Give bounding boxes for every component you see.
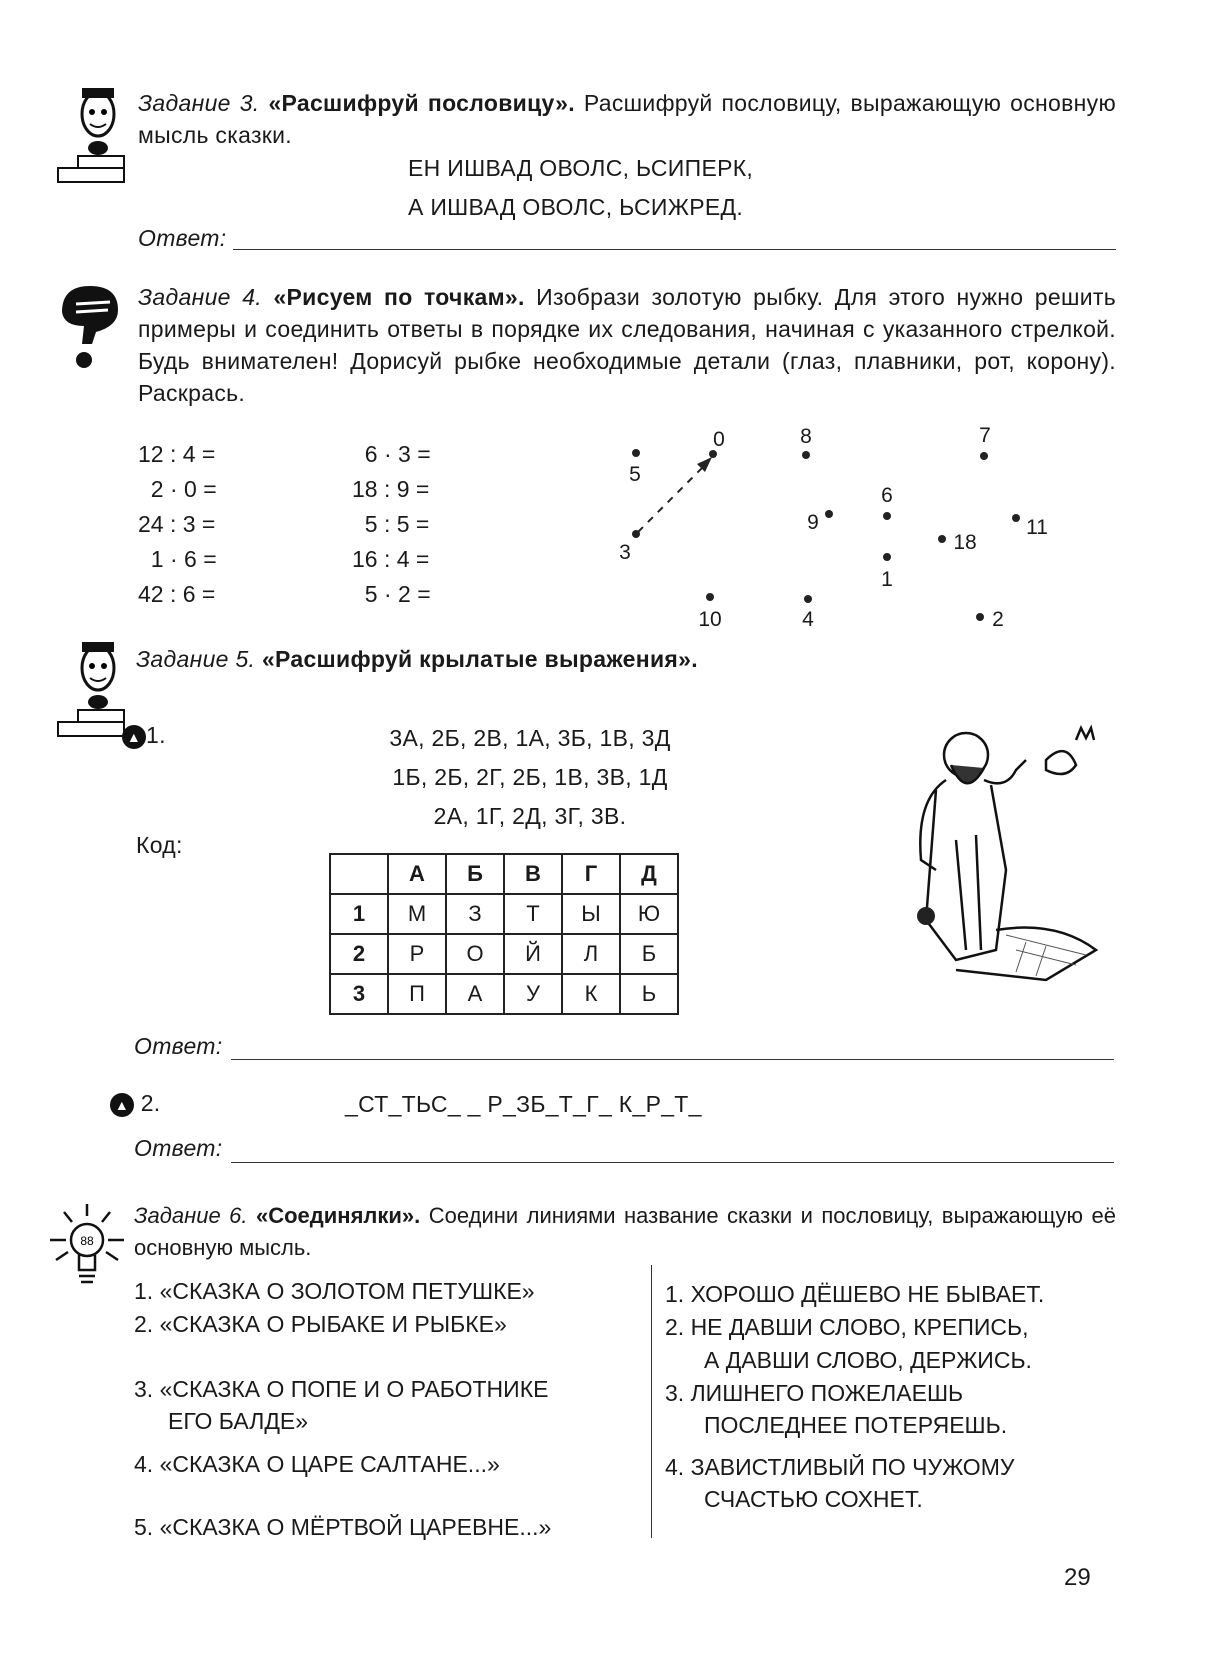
table-row (330, 934, 678, 974)
code-line: 3А, 2Б, 2В, 1А, 3Б, 1В, 3Д (389, 725, 671, 751)
dot-label: 7 (979, 424, 991, 447)
table-cell: К (562, 974, 620, 1014)
task4-title: «Рисуем по точкам». (273, 284, 525, 310)
reader-mascot-icon (54, 640, 128, 740)
task4-label: Задание 4. (138, 284, 262, 310)
table-cell: А (446, 974, 504, 1014)
proverb-item[interactable]: 4. ЗАВИСТЛИВЫЙ ПО ЧУЖОМУ (665, 1454, 1015, 1480)
tale-item[interactable]: 4. «СКАЗКА О ЦАРЕ САЛТАНЕ...» (134, 1451, 500, 1477)
table-cell: Р (388, 934, 446, 974)
table-cell: А (388, 854, 446, 894)
column-divider (651, 1265, 652, 1538)
table-cell: М (388, 894, 446, 934)
dot-label: 0 (713, 428, 725, 451)
task6-description (134, 1200, 1116, 1264)
table-cell (330, 854, 388, 894)
dot-label: 3 (619, 541, 631, 564)
code-label: Код: (136, 832, 183, 858)
proverb-item-continued: А ДАВШИ СЛОВО, ДЕРЖИСЬ. (704, 1347, 1032, 1373)
task3-title: «Расшифруй пословицу». (268, 90, 575, 116)
dot-label: 2 (992, 608, 1004, 631)
tale-item-continued: ЕГО БАЛДЕ» (168, 1408, 309, 1434)
table-cell: Г (562, 854, 620, 894)
task6-text: Соедини линиями название сказки и пословицу, выражающую её основную мысль. (134, 1203, 1116, 1260)
task5-title: «Расшифруй крылатые выражения». (261, 646, 698, 672)
task3-text: Расшифруй пословицу, выражающую основную мысль сказки. (138, 90, 1116, 148)
task5-answer1-label: Ответ: (134, 1033, 223, 1059)
cipher-line-1: ЕН ИШВАД ОВОЛС, ЬСИПЕРК, (408, 155, 754, 181)
lightbulb-idea-icon (46, 1200, 128, 1292)
example: 16 : 4 = (352, 546, 430, 572)
table-cell: Й (504, 934, 562, 974)
item2-number: 2. (140, 1090, 161, 1116)
start-arrow-icon (0, 0, 1220, 700)
dot-point[interactable] (802, 451, 810, 459)
table-cell: Ы (562, 894, 620, 934)
dot-label: 18 (953, 531, 977, 554)
code-line: 2А, 1Г, 2Д, 3Г, 3В. (433, 803, 627, 829)
example: 42 : 6 = (138, 581, 216, 607)
dot-point[interactable] (938, 535, 946, 543)
table-cell: Ю (620, 894, 678, 934)
cipher-line-2: А ИШВАД ОВОЛС, ЬСИЖРЕД. (408, 194, 744, 220)
proverb-item-continued: СЧАСТЬЮ СОХНЕТ. (704, 1486, 923, 1512)
code-line: 1Б, 2Б, 2Г, 2Б, 1В, 3В, 1Д (392, 764, 668, 790)
item2-marker (110, 1087, 161, 1119)
svg-text:88: 88 (80, 1234, 94, 1248)
table-cell: Д (620, 854, 678, 894)
tale-item[interactable]: 5. «СКАЗКА О МЁРТВОЙ ЦАРЕВНЕ...» (134, 1514, 552, 1540)
task5-answer2-label: Ответ: (134, 1135, 223, 1161)
dot-label: 11 (1026, 516, 1048, 539)
tale-item[interactable]: 2. «СКАЗКА О РЫБАКЕ И РЫБКЕ» (134, 1311, 507, 1337)
code-lines (330, 719, 730, 836)
dot-label: 10 (698, 608, 722, 631)
dot-label: 6 (881, 484, 893, 507)
dot-label: 1 (881, 568, 893, 591)
dot-label: 9 (807, 511, 819, 534)
table-cell: В (504, 854, 562, 894)
table-cell: 2 (330, 934, 388, 974)
example: 5 · 2 = (352, 581, 431, 607)
dot-point[interactable] (632, 530, 640, 538)
table-cell: Б (446, 854, 504, 894)
table-cell: Б (620, 934, 678, 974)
task3-label: Задание 3. (138, 90, 260, 116)
code-table (329, 853, 679, 1015)
table-row (330, 894, 678, 934)
task5-label: Задание 5. (136, 646, 256, 672)
proverb-item[interactable]: 1. ХОРОШО ДЁШЕВО НЕ БЫВАЕТ. (665, 1281, 1045, 1307)
proverb-item[interactable]: 3. ЛИШНЕГО ПОЖЕЛАЕШЬ (665, 1380, 964, 1406)
table-header-row (330, 854, 678, 894)
example: 12 : 4 = (138, 441, 216, 467)
difficulty-icon: ▲ (122, 725, 146, 749)
tale-item[interactable]: 3. «СКАЗКА О ПОПЕ И О РАБОТНИКЕ (134, 1376, 549, 1402)
table-cell: О (446, 934, 504, 974)
table-cell: П (388, 974, 446, 1014)
dot-label: 5 (629, 463, 641, 486)
example: 1 · 6 = (138, 546, 217, 572)
example: 6 · 3 = (352, 441, 431, 467)
table-row (330, 974, 678, 1014)
task4-text: Изобрази золотую рыбку. Для этого нужно решить примеры и соединить ответы в порядке их следования, начиная с указанного стрелкой. Будь внимателен! Дорисуй рыбке необходимые детали (глаз, плавники, рот, корону). Раскрась. (138, 284, 1116, 406)
table-cell: З (446, 894, 504, 934)
example: 18 : 9 = (352, 476, 430, 502)
dot-label: 4 (802, 608, 814, 631)
item1-number: 1. (146, 722, 166, 748)
example: 2 · 0 = (138, 476, 217, 502)
dot-point[interactable] (1012, 514, 1020, 522)
dot-point[interactable] (825, 510, 833, 518)
table-cell: Т (504, 894, 562, 934)
table-cell: Л (562, 934, 620, 974)
item1-marker (122, 719, 166, 751)
task5-answer2-line[interactable] (231, 1162, 1114, 1163)
dot-point[interactable] (883, 512, 891, 520)
proverb-item[interactable]: 2. НЕ ДАВШИ СЛОВО, КРЕПИСЬ, (665, 1314, 1029, 1340)
dot-point[interactable] (804, 595, 812, 603)
task3-answer-label: Ответ: (138, 225, 227, 251)
fisherman-illustration (896, 720, 1111, 992)
table-cell: Ь (620, 974, 678, 1014)
dot-label: 8 (800, 425, 812, 448)
task5-heading (136, 643, 698, 675)
table-cell: 1 (330, 894, 388, 934)
dot-point[interactable] (883, 553, 891, 561)
difficulty-icon: ▲ (110, 1093, 134, 1117)
task5-answer1-line[interactable] (231, 1059, 1114, 1060)
dot-point[interactable] (706, 593, 714, 601)
dot-point[interactable] (976, 613, 984, 621)
example: 5 : 5 = (352, 511, 430, 537)
dot-point[interactable] (632, 449, 640, 457)
task6-title: «Соединялки». (256, 1203, 421, 1228)
item2-puzzle: _СТ_ТЬС_ _ Р_ЗБ_Т_Г_ К_Р_Т_ (345, 1091, 702, 1117)
proverb-item-continued: ПОСЛЕДНЕЕ ПОТЕРЯЕШЬ. (704, 1412, 1008, 1438)
table-cell: У (504, 974, 562, 1014)
dot-point[interactable] (980, 452, 988, 460)
example: 24 : 3 = (138, 511, 216, 537)
tale-item[interactable]: 1. «СКАЗКА О ЗОЛОТОМ ПЕТУШКЕ» (134, 1278, 535, 1304)
page-number: 29 (1064, 1564, 1091, 1591)
table-cell: 3 (330, 974, 388, 1014)
task6-label: Задание 6. (134, 1203, 248, 1228)
